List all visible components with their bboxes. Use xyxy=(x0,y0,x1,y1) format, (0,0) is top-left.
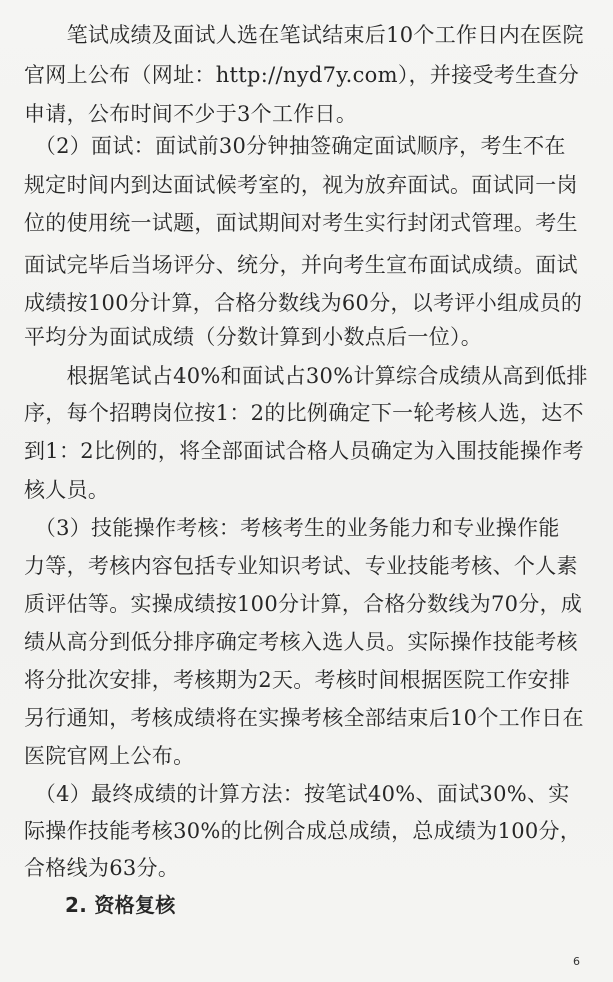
section-heading: 2. 资格复核 xyxy=(65,893,176,917)
paragraph-line: （3）技能操作考核：考核考生的业务能力和专业操作能 xyxy=(24,516,560,540)
paragraph-line: 核人员。 xyxy=(24,478,110,502)
paragraph-line: 平均分为面试成绩（分数计算到小数点后一位）。 xyxy=(24,325,483,349)
paragraph-line: 官网上公布（网址：http://nyd7y.com），并接受考生查分 xyxy=(24,63,580,87)
paragraph-line: 力等，考核内容包括专业知识考试、专业技能考核、个人素 xyxy=(24,554,578,578)
paragraph-line: （2）面试：面试前30分钟抽签确定面试顺序，考生不在 xyxy=(24,134,566,158)
paragraph-line: 成绩按100分计算，合格分数线为60分，以考评小组成员的 xyxy=(24,291,583,315)
paragraph-line: 申请，公布时间不少于3个工作日。 xyxy=(24,102,358,126)
paragraph-line: 合格线为63分。 xyxy=(24,856,180,880)
paragraph-line: （4）最终成绩的计算方法：按笔试40%、面试30%、实 xyxy=(24,782,570,806)
page-number: 6 xyxy=(573,955,580,968)
paragraph-line: 际操作技能考核30%的比例合成总成绩，总成绩为100分， xyxy=(24,819,582,843)
paragraph-line: 将分批次安排，考核期为2天。考核时间根据医院工作安排 xyxy=(24,668,571,692)
paragraph-line: 位的使用统一试题，面试期间对考生实行封闭式管理。考生 xyxy=(24,211,578,235)
paragraph-line: 根据笔试占40%和面试占30%计算综合成绩从高到低排 xyxy=(24,364,588,388)
paragraph-line: 绩从高分到低分排序确定考核入选人员。实际操作技能考核 xyxy=(24,630,578,654)
paragraph-line: 面试完毕后当场评分、统分，并向考生宣布面试成绩。面试 xyxy=(24,253,578,277)
paragraph-line: 另行通知，考核成绩将在实操考核全部结束后10个工作日在 xyxy=(24,706,584,730)
paragraph-line: 质评估等。实操成绩按100分计算，合格分数线为70分，成 xyxy=(24,592,583,616)
paragraph-line: 规定时间内到达面试候考室的，视为放弃面试。面试同一岗 xyxy=(24,173,578,197)
paragraph-line: 序，每个招聘岗位按1：2的比例确定下一轮考核人选，达不 xyxy=(24,401,584,425)
paragraph-line: 笔试成绩及面试人选在笔试结束后10个工作日内在医院 xyxy=(24,23,584,47)
paragraph-line: 到1：2比例的，将全部面试合格人员确定为入围技能操作考 xyxy=(24,439,584,463)
paragraph-line: 医院官网上公布。 xyxy=(24,744,195,768)
